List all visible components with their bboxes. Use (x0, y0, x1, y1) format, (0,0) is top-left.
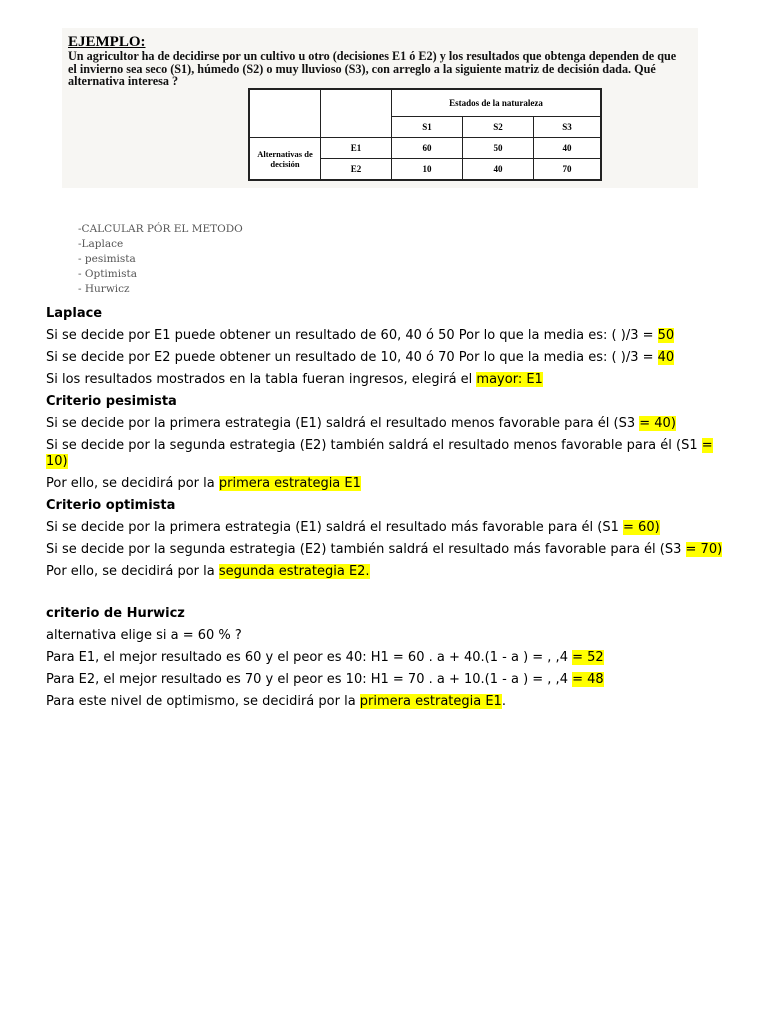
hurwicz-heading: criterio de Hurwicz (46, 606, 185, 621)
row-label: E2 (321, 159, 392, 181)
hurwicz-line: Para este nivel de optimismo, se decidirá por la primera estrategia E1. (46, 694, 506, 709)
optimista-heading: Criterio optimista (46, 498, 176, 513)
highlight: = 52 (572, 650, 604, 665)
pesimista-heading: Criterio pesimista (46, 394, 177, 409)
method-item: - Hurwicz (78, 283, 130, 295)
laplace-line: Si los resultados mostrados en la tabla fueran ingresos, elegirá el mayor: E1 (46, 372, 543, 387)
laplace-line: Si se decide por E1 puede obtener un resultado de 60, 40 ó 50 Por lo que la media es: ( )/3 = 50 (46, 328, 675, 343)
pesimista-line: Si se decide por la segunda estrategia (E2) también saldrá el resultado menos favorable para él (S1 = 10) (46, 438, 713, 469)
optimista-line: Si se decide por la primera estrategia (E1) saldrá el resultado más favorable para él (S1 = 60) (46, 520, 660, 535)
method-list (78, 222, 243, 297)
pesimista-line: Por ello, se decidirá por la primera estrategia E1 (46, 476, 361, 491)
highlight: = 48 (572, 672, 604, 687)
table-cell: 50 (463, 138, 534, 159)
highlight: primera estrategia E1 (218, 476, 361, 491)
decision-matrix-table (248, 88, 602, 181)
table-cell: 40 (463, 159, 534, 181)
solution-content (46, 306, 736, 716)
column-header: S2 (463, 117, 534, 138)
pesimista-line: Si se decide por la primera estrategia (E1) saldrá el resultado menos favorable para él (S3 = 40) (46, 416, 676, 431)
column-header: S3 (534, 117, 602, 138)
row-label: E1 (321, 138, 392, 159)
hurwicz-line: Para E1, el mejor resultado es 60 y el peor es 40: H1 = 60 . a + 40.(1 - a ) = , ,4 = 52 (46, 650, 604, 665)
highlight: = 60) (623, 520, 660, 535)
highlight: 50 (657, 328, 675, 343)
row-group-label: Alternativas de decisión (249, 138, 321, 181)
optimista-line: Por ello, se decidirá por la segunda estrategia E2. (46, 564, 370, 579)
table-cell: 40 (534, 138, 602, 159)
table-cell: 70 (534, 159, 602, 181)
highlight: = 40) (639, 416, 676, 431)
highlight: 40 (657, 350, 675, 365)
method-item: - Optimista (78, 268, 137, 280)
hurwicz-line: Para E2, el mejor resultado es 70 y el peor es 10: H1 = 70 . a + 10.(1 - a ) = , ,4 = 48 (46, 672, 604, 687)
method-item: -Laplace (78, 238, 124, 250)
highlight: mayor: E1 (476, 372, 543, 387)
laplace-heading: Laplace (46, 306, 103, 321)
hurwicz-line: alternativa elige si a = 60 % ? (46, 628, 242, 643)
states-header: Estados de la naturaleza (392, 89, 602, 117)
table-cell: 60 (392, 138, 463, 159)
example-scan-image (62, 28, 698, 188)
method-item: - pesimista (78, 253, 136, 265)
highlight: = 70) (685, 542, 723, 557)
table-cell: 10 (392, 159, 463, 181)
highlight: = 10) (46, 438, 713, 469)
example-problem-text: Un agricultor ha de decidirse por un cultivo u otro (decisiones E1 ó E2) y los resultados que obtenga dependen de que el invierno sea seco (S1), húmedo (S2) o muy lluvioso (S3), con arreglo a la siguiente matriz de decisión dada. Qué alternativa interesa ? (68, 49, 677, 89)
optimista-line: Si se decide por la segunda estrategia (E2) también saldrá el resultado más favorable para él (S3 = 70) (46, 542, 723, 557)
highlight: segunda estrategia E2. (218, 564, 370, 579)
highlight: primera estrategia E1 (359, 694, 502, 709)
method-item: -CALCULAR PÓR EL METODO (78, 223, 243, 235)
example-title: EJEMPLO: (68, 34, 146, 50)
laplace-line: Si se decide por E2 puede obtener un resultado de 10, 40 ó 70 Por lo que la media es: ( )/3 = 40 (46, 350, 675, 365)
column-header: S1 (392, 117, 463, 138)
